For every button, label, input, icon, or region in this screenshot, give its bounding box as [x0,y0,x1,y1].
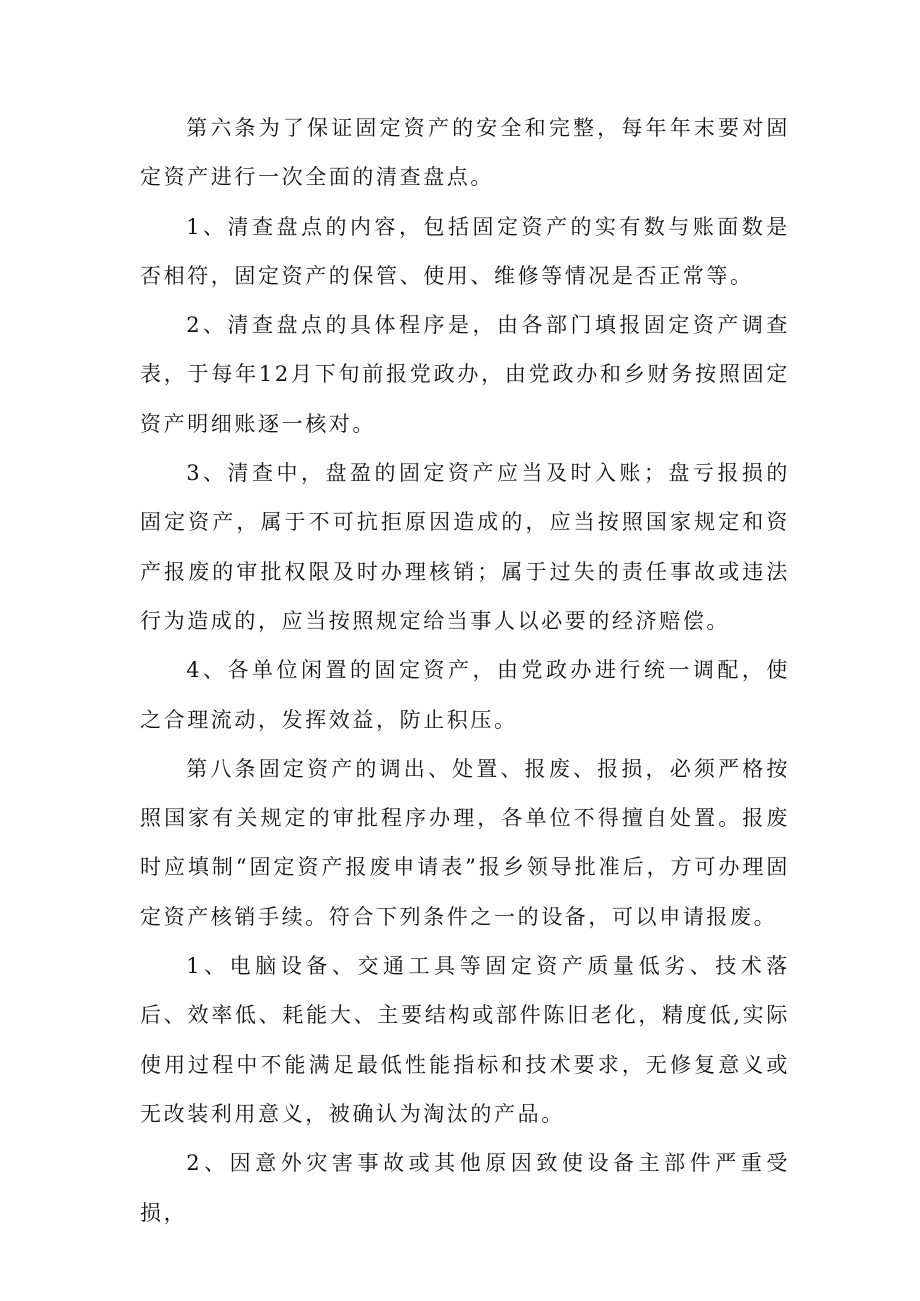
paragraph-item-2: 2、清查盘点的具体程序是，由各部门填报固定资产调查表，于每年12月下旬前报党政办，由党政办和乡财务按照固定资产明细账逐一核对。 [140,313,790,436]
paragraph-item-4: 4、各单位闲置的固定资产，由党政办进行统一调配，使之合理流动，发挥效益，防止积压。 [140,658,790,732]
paragraph-article-8: 第八条固定资产的调出、处置、报废、报损，必须严格按照国家有关规定的审批程序办理，各单位不得擅自处置。报废时应填制“固定资产报废申请表”报乡领导批准后，方可办理固定资产核销手续。符合下列条件之一的设备，可以申请报废。 [140,756,790,929]
paragraph-scrap-condition-2: 2、因意外灾害事故或其他原因致使设备主部件严重受损， [140,1151,790,1225]
paragraph-item-1: 1、清查盘点的内容，包括固定资产的实有数与账面数是否相符，固定资产的保管、使用、维修等情况是否正常等。 [140,214,790,288]
paragraph-scrap-condition-1: 1、电脑设备、交通工具等固定资产质量低劣、技术落后、效率低、耗能大、主要结构或部件陈旧老化，精度低,实际使用过程中不能满足最低性能指标和技术要求，无修复意义或无改装利用意义，被确认为淘汰的产品。 [140,954,790,1126]
paragraph-item-3: 3、清查中，盘盈的固定资产应当及时入账；盘亏报损的固定资产，属于不可抗拒原因造成的，应当按照国家规定和资产报废的审批权限及时办理核销；属于过失的责任事故或违法行为造成的，应当按照规定给当事人以必要的经济赔偿。 [140,461,790,633]
paragraph-article-6: 第六条为了保证固定资产的安全和完整，每年年末要对固定资产进行一次全面的清查盘点。 [140,116,790,190]
document-body [140,104,790,1238]
